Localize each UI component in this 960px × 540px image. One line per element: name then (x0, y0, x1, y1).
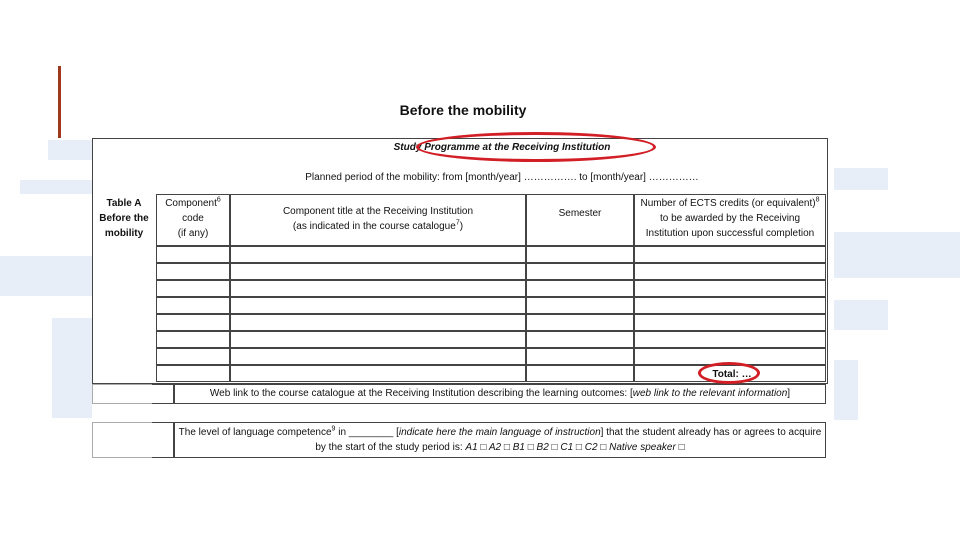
table-cell (156, 331, 230, 348)
left-fade (92, 384, 152, 460)
table-cell (156, 348, 230, 365)
page-title: Before the mobility (399, 102, 527, 118)
total-label: Total: … (712, 369, 752, 380)
table-cell (230, 297, 526, 314)
table-cell (634, 331, 826, 348)
table-cell (526, 331, 634, 348)
table-cell (526, 246, 634, 263)
table-cell (634, 297, 826, 314)
table-cell (156, 314, 230, 331)
background-decoration (0, 256, 96, 296)
background-decoration (828, 300, 888, 330)
table-a-label: Table A Before the mobility (99, 198, 149, 239)
table-cell (230, 246, 526, 263)
table-cell (156, 297, 230, 314)
table-cell (634, 246, 826, 263)
background-decoration (52, 318, 96, 418)
column-component-title: Component title at the Receiving Institution (as indicated in the course catalogue$^7$) (282, 206, 474, 232)
table-cell (156, 263, 230, 280)
table-cell (156, 280, 230, 297)
table-cell (230, 280, 526, 297)
total-highlight (698, 362, 760, 384)
background-decoration (828, 232, 960, 278)
column-component-code: Component$^6$ code (if any) (165, 196, 221, 239)
web-link-text: Web link to the course catalogue at the Receiving Institution describing the learning outcomes: [web link to the relevant information] (209, 388, 791, 399)
table-cell (230, 331, 526, 348)
table-cell (230, 348, 526, 365)
table-cell (634, 314, 826, 331)
background-decoration (48, 140, 96, 160)
table-cell (156, 246, 230, 263)
table-cell (526, 365, 634, 382)
table-cell (230, 314, 526, 331)
table-cell (156, 365, 230, 382)
planned-period: Planned period of the mobility: from [month/year] ……………. to [month/year] …………… (305, 172, 699, 183)
accent-bar (58, 66, 61, 138)
section-heading: Study Programme at the Receiving Institution (393, 142, 611, 153)
background-decoration (20, 180, 96, 194)
table-cell (526, 314, 634, 331)
table-cell (634, 280, 826, 297)
table-cell (634, 263, 826, 280)
table-cell (526, 263, 634, 280)
language-level-checkboxes: A1 □ A2 □ B1 □ B2 □ C1 □ C2 □ Native speaker □ (465, 442, 685, 453)
table-cell (526, 280, 634, 297)
section-heading-highlight (416, 132, 656, 162)
table-cell (526, 348, 634, 365)
column-ects: Number of ECTS credits (or equivalent)$^8$ to be awarded by the Receiving Institution upon successful completion (640, 196, 820, 239)
language-competence-text: The level of language competence$^9$ in ________ [indicate here the main language of instruction] that the student already has or agrees to acquire by the start of the study period is: A1 □ A2 □ B1 □ B2 □ C1 □ C2 □ Native speaker □ (178, 425, 822, 453)
column-semester: Semester (558, 208, 602, 219)
table-cell (230, 365, 526, 382)
background-decoration (828, 168, 888, 190)
table-cell (526, 297, 634, 314)
table-cell (230, 263, 526, 280)
learning-agreement-form (92, 96, 834, 464)
